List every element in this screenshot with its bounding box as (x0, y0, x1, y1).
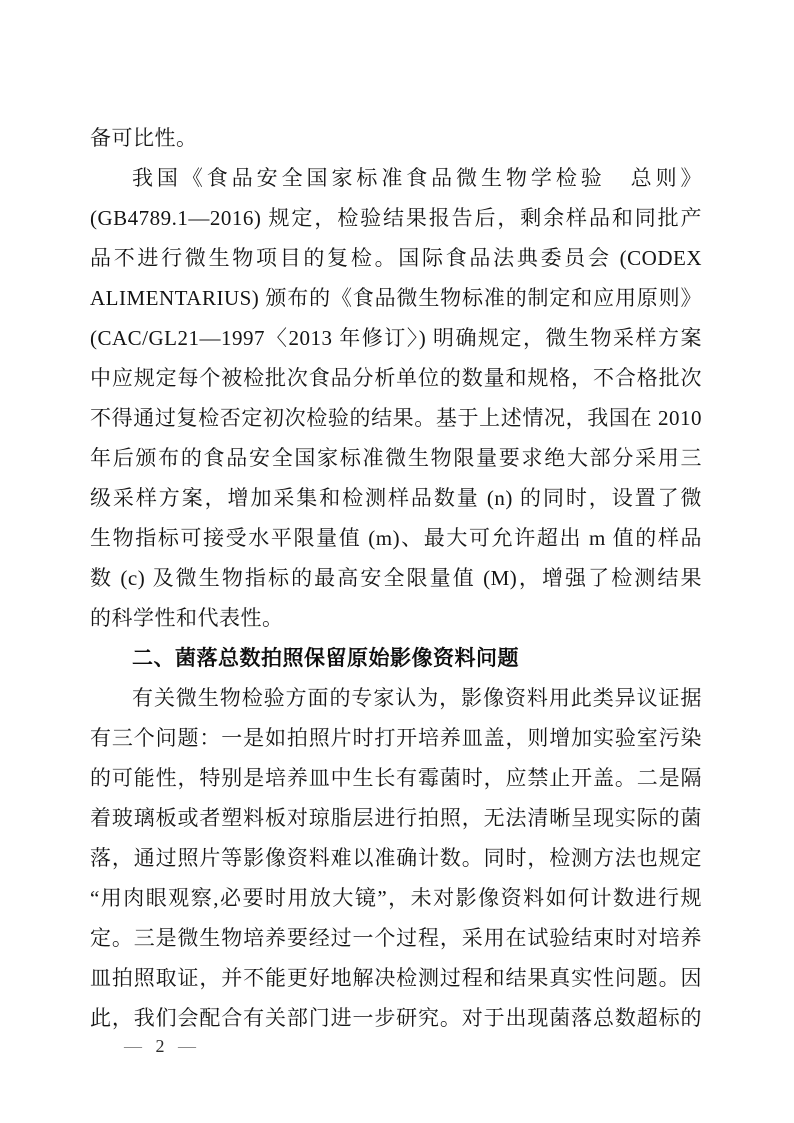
text-line: 不得通过复检否定初次检验的结果。基于上述情况，我国在 2010 (90, 406, 702, 430)
text-line: ALIMENTARIUS) 颁布的《食品微生物标准的制定和应用原则》 (90, 286, 702, 310)
text-line: 我国《食品安全国家标准食品微生物学检验 总则》 (132, 166, 702, 190)
text-line: 皿拍照取证，并不能更好地解决检测过程和结果真实性问题。因 (90, 966, 702, 990)
text-line: 此，我们会配合有关部门进一步研究。对于出现菌落总数超标的 (90, 1006, 702, 1030)
text-line: 有三个问题：一是如拍照片时打开培养皿盖，则增加实验室污染 (90, 726, 702, 750)
text-line: 有关微生物检验方面的专家认为，影像资料用此类异议证据 (132, 686, 702, 710)
text-line: 的科学性和代表性。 (90, 606, 284, 630)
document-body (90, 118, 702, 1038)
page-number: 2 (155, 1036, 165, 1056)
page-footer (124, 1034, 196, 1058)
text-line: 着玻璃板或者塑料板对琼脂层进行拍照，无法清晰呈现实际的菌 (90, 806, 702, 830)
text-line: 年后颁布的食品安全国家标准微生物限量要求绝大部分采用三 (90, 446, 702, 470)
text-line: 生物指标可接受水平限量值 (m)、最大可允许超出 m 值的样品 (90, 526, 702, 550)
text-line: 级采样方案，增加采集和检测样品数量 (n) 的同时，设置了微 (90, 486, 702, 510)
footer-dash-left: — (124, 1036, 142, 1056)
text-line: (GB4789.1—2016) 规定，检验结果报告后，剩余样品和同批产 (90, 206, 702, 230)
text-line: 的可能性，特别是培养皿中生长有霉菌时，应禁止开盖。二是隔 (90, 766, 702, 790)
text-line: 落，通过照片等影像资料难以准确计数。同时，检测方法也规定 (90, 846, 702, 870)
text-line: 中应规定每个被检批次食品分析单位的数量和规格，不合格批次 (90, 366, 702, 390)
footer-dash-right: — (178, 1036, 196, 1056)
text-line: 品不进行微生物项目的复检。国际食品法典委员会 (CODEX (90, 246, 702, 270)
text-line: (CAC/GL21—1997〈2013 年修订〉) 明确规定，微生物采样方案 (90, 326, 702, 350)
text-line: 备可比性。 (90, 126, 198, 150)
text-line: 数 (c) 及微生物指标的最高安全限量值 (M)，增强了检测结果 (90, 566, 702, 590)
text-line: “用肉眼观察,必要时用放大镜”，未对影像资料如何计数进行规 (90, 886, 702, 910)
text-line: 定。三是微生物培养要经过一个过程，采用在试验结束时对培养 (90, 926, 702, 950)
section-heading: 二、菌落总数拍照保留原始影像资料问题 (132, 646, 519, 670)
